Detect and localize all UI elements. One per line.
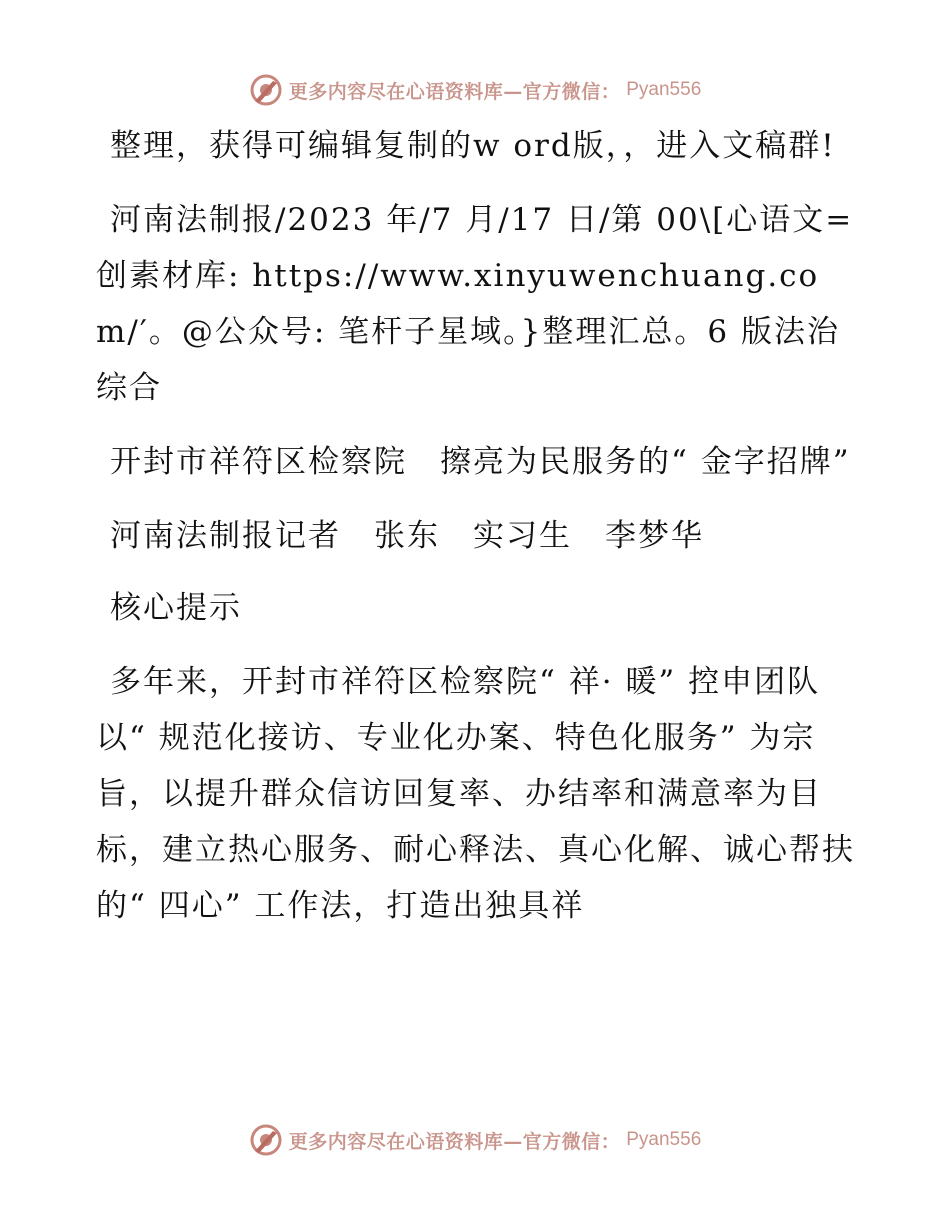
watermark-logo-icon — [249, 1123, 283, 1157]
watermark-text: 更多内容尽在心语资料库—官方微信： — [288, 80, 621, 103]
watermark-text: 更多内容尽在心语资料库—官方微信： — [288, 1130, 621, 1153]
header-watermark — [0, 70, 950, 110]
footer-watermark — [0, 1120, 950, 1160]
document-body — [96, 118, 856, 934]
paragraph-intro: 整理，获得可编辑复制的w ord版，，进入文稿群! — [110, 128, 836, 164]
article-byline: 河南法制报记者 张东 实习生 李梦华 — [110, 518, 704, 554]
article-title: 开封市祥符区检察院 擦亮为民服务的“ 金字招牌” — [110, 444, 851, 480]
section-heading: 核心提示 — [110, 590, 242, 626]
watermark-id: Pyan556 — [626, 79, 702, 100]
paragraph-body: 多年来，开封市祥符区检察院“ 祥· 暖” 控申团队以“ 规范化接访、专业化办案、特色化服务” 为宗旨，以提升群众信访回复率、办结率和满意率为目标，建立热心服务、耐心释法、真心化解、诚心帮扶的“ 四心” 工作法，打造出独具祥 — [96, 664, 855, 924]
paragraph-source: 河南法制报/2023 年/7 月/17 日/第 00\[心语文=创素材库: https://www.xinyuwenchuang.com/′。@公众号: 笔杆子星域。}整理汇总。6 版法治综合 — [96, 202, 854, 406]
watermark-id: Pyan556 — [626, 1129, 702, 1150]
watermark-logo-icon — [249, 73, 283, 107]
